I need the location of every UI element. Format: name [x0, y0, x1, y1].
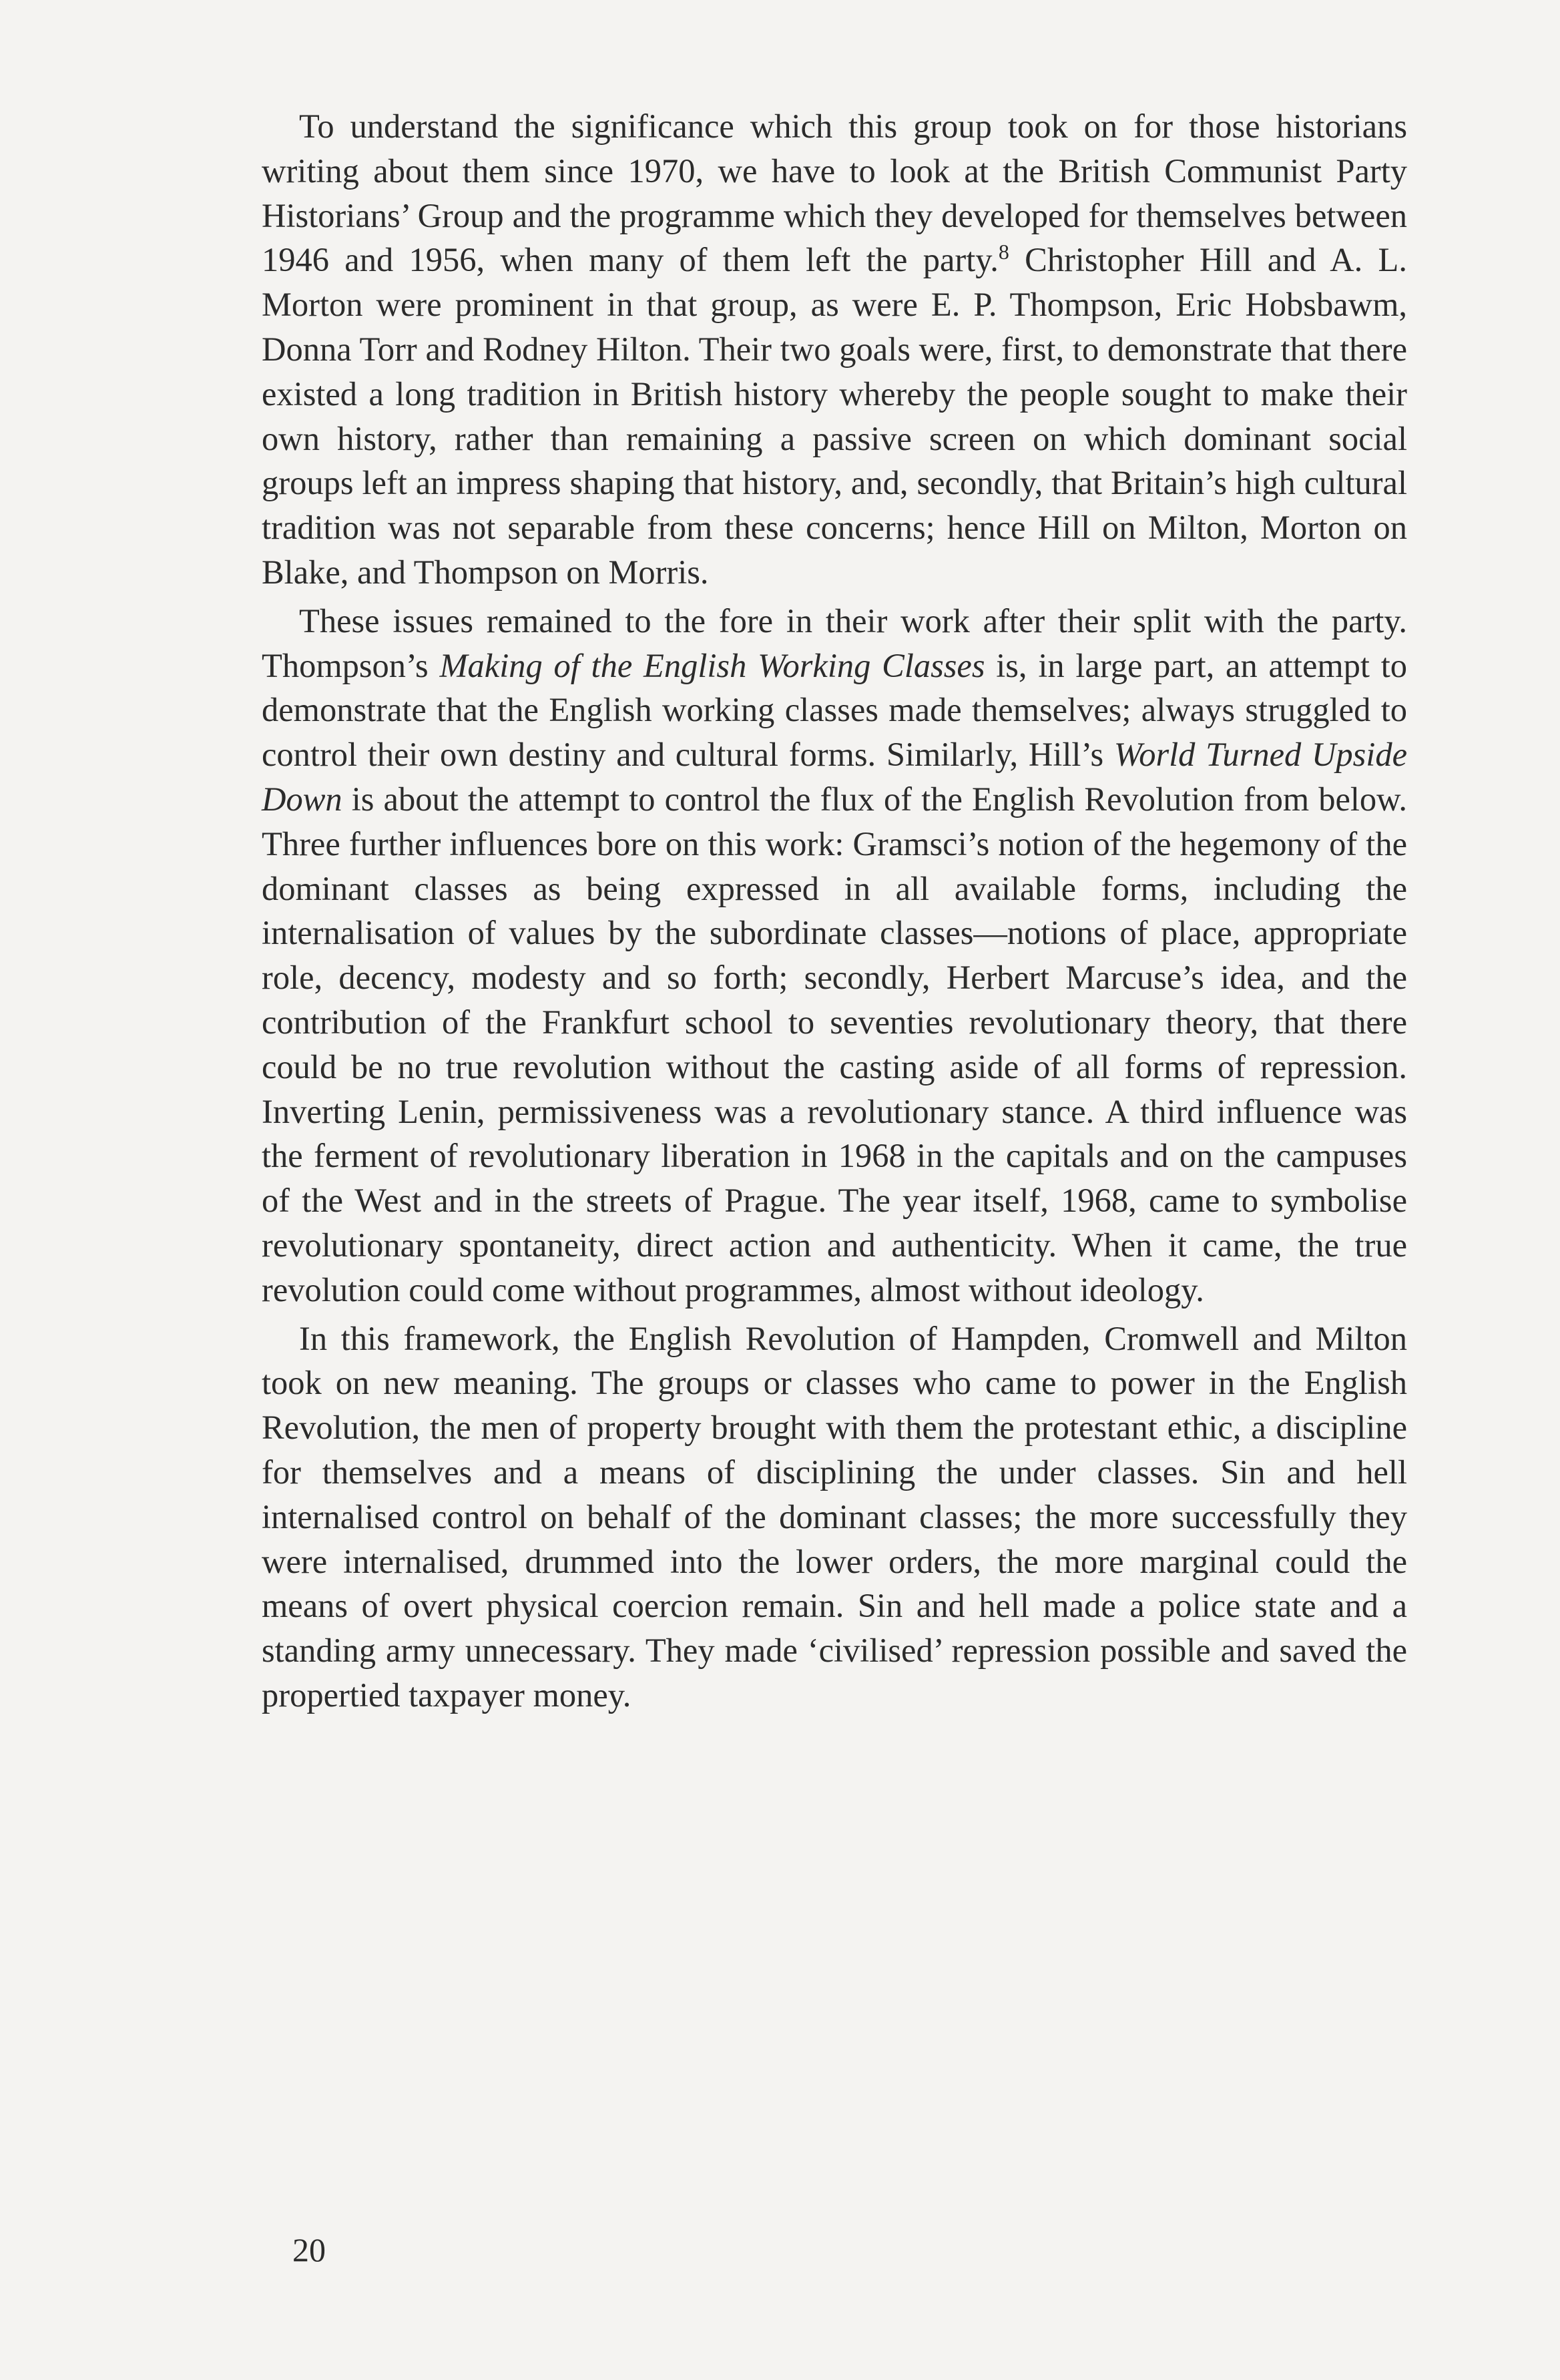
paragraph-1-text-a: To understand the significance which this group took on for those historians writing about them since 1970, we have to look at the British Communist Party Historians’ Group and the programme which they developed for themselves between 1946 and 1956, when many of them left the party.: [262, 107, 1407, 279]
footnote-marker: 8: [998, 240, 1009, 264]
paragraph-1-text-b: Christopher Hill and A. L. Morton were prominent in that group, as were E. P. Thompson, Eric Hobsbawm, Donna Torr and Rodney Hilton. Their two goals were, first, to demonstrate that there existed a long tradition in British history whereby the people sought to make their own history, rather than remaining a passive screen on which dominant social groups left an impress shaping that history, and, secondly, that Britain’s high cultural tradition was not separable from these concerns; hence Hill on Milton, Morton on Blake, and Thompson on Morris.: [262, 241, 1407, 591]
paragraph-2-text-c: is about the attempt to control the flux of the English Revolution from below. Three further influences bore on this work: Gramsci’s notion of the hegemony of the dominant classes as being expressed in all available forms, including the internalisation of values by the subordinate classes—notions of place, appropriate role, decency, modesty and so forth; secondly, Herbert Marcuse’s idea, and the contribution of the Frankfurt school to seventies revolutionary theory, that there could be no true revolution without the casting aside of all forms of repression. Inverting Lenin, permissiveness was a revolutionary stance. A third influence was the ferment of revolutionary liberation in 1968 in the capitals and on the campuses of the West and in the streets of Prague. The year itself, 1968, came to symbolise revolutionary spontaneity, direct action and authenticity. When it came, the true revolution could come without programmes, almost without ideology.: [262, 780, 1407, 1308]
paragraph-1: [262, 104, 1407, 595]
paragraph-2-text-b: is, in large part, an attempt to demonstrate that the English working classes made themselves; always struggled to control their own destiny and cultural forms. Similarly, Hill’s: [262, 646, 1407, 774]
book-title-world-turned-upside-down: World Turned Upside Down: [262, 736, 1407, 818]
paragraph-3: In this framework, the English Revolution of Hampden, Cromwell and Milton took on new meaning. The groups or classes who came to power in the English Revolution, the men of property brought with them the protestant ethic, a discipline for themselves and a means of disciplining the under classes. Sin and hell internalised control on behalf of the dominant classes; the more successfully they were internalised, drummed into the lower orders, the more marginal could the means of overt physical coercion remain. Sin and hell made a police state and a standing army unnecessary. They made ‘civilised’ repression possible and saved the propertied taxpayer money.: [262, 1319, 1407, 1714]
book-title-making-of-english-working-classes: Making of the English Working Classes: [439, 646, 985, 684]
body-text: [262, 104, 1407, 1718]
paragraph-2-text-a: These issues remained to the fore in their work after their split with the party. Thompson’s: [262, 602, 1407, 684]
page-number: 20: [292, 2231, 326, 2269]
paragraph-2: [262, 599, 1407, 1313]
